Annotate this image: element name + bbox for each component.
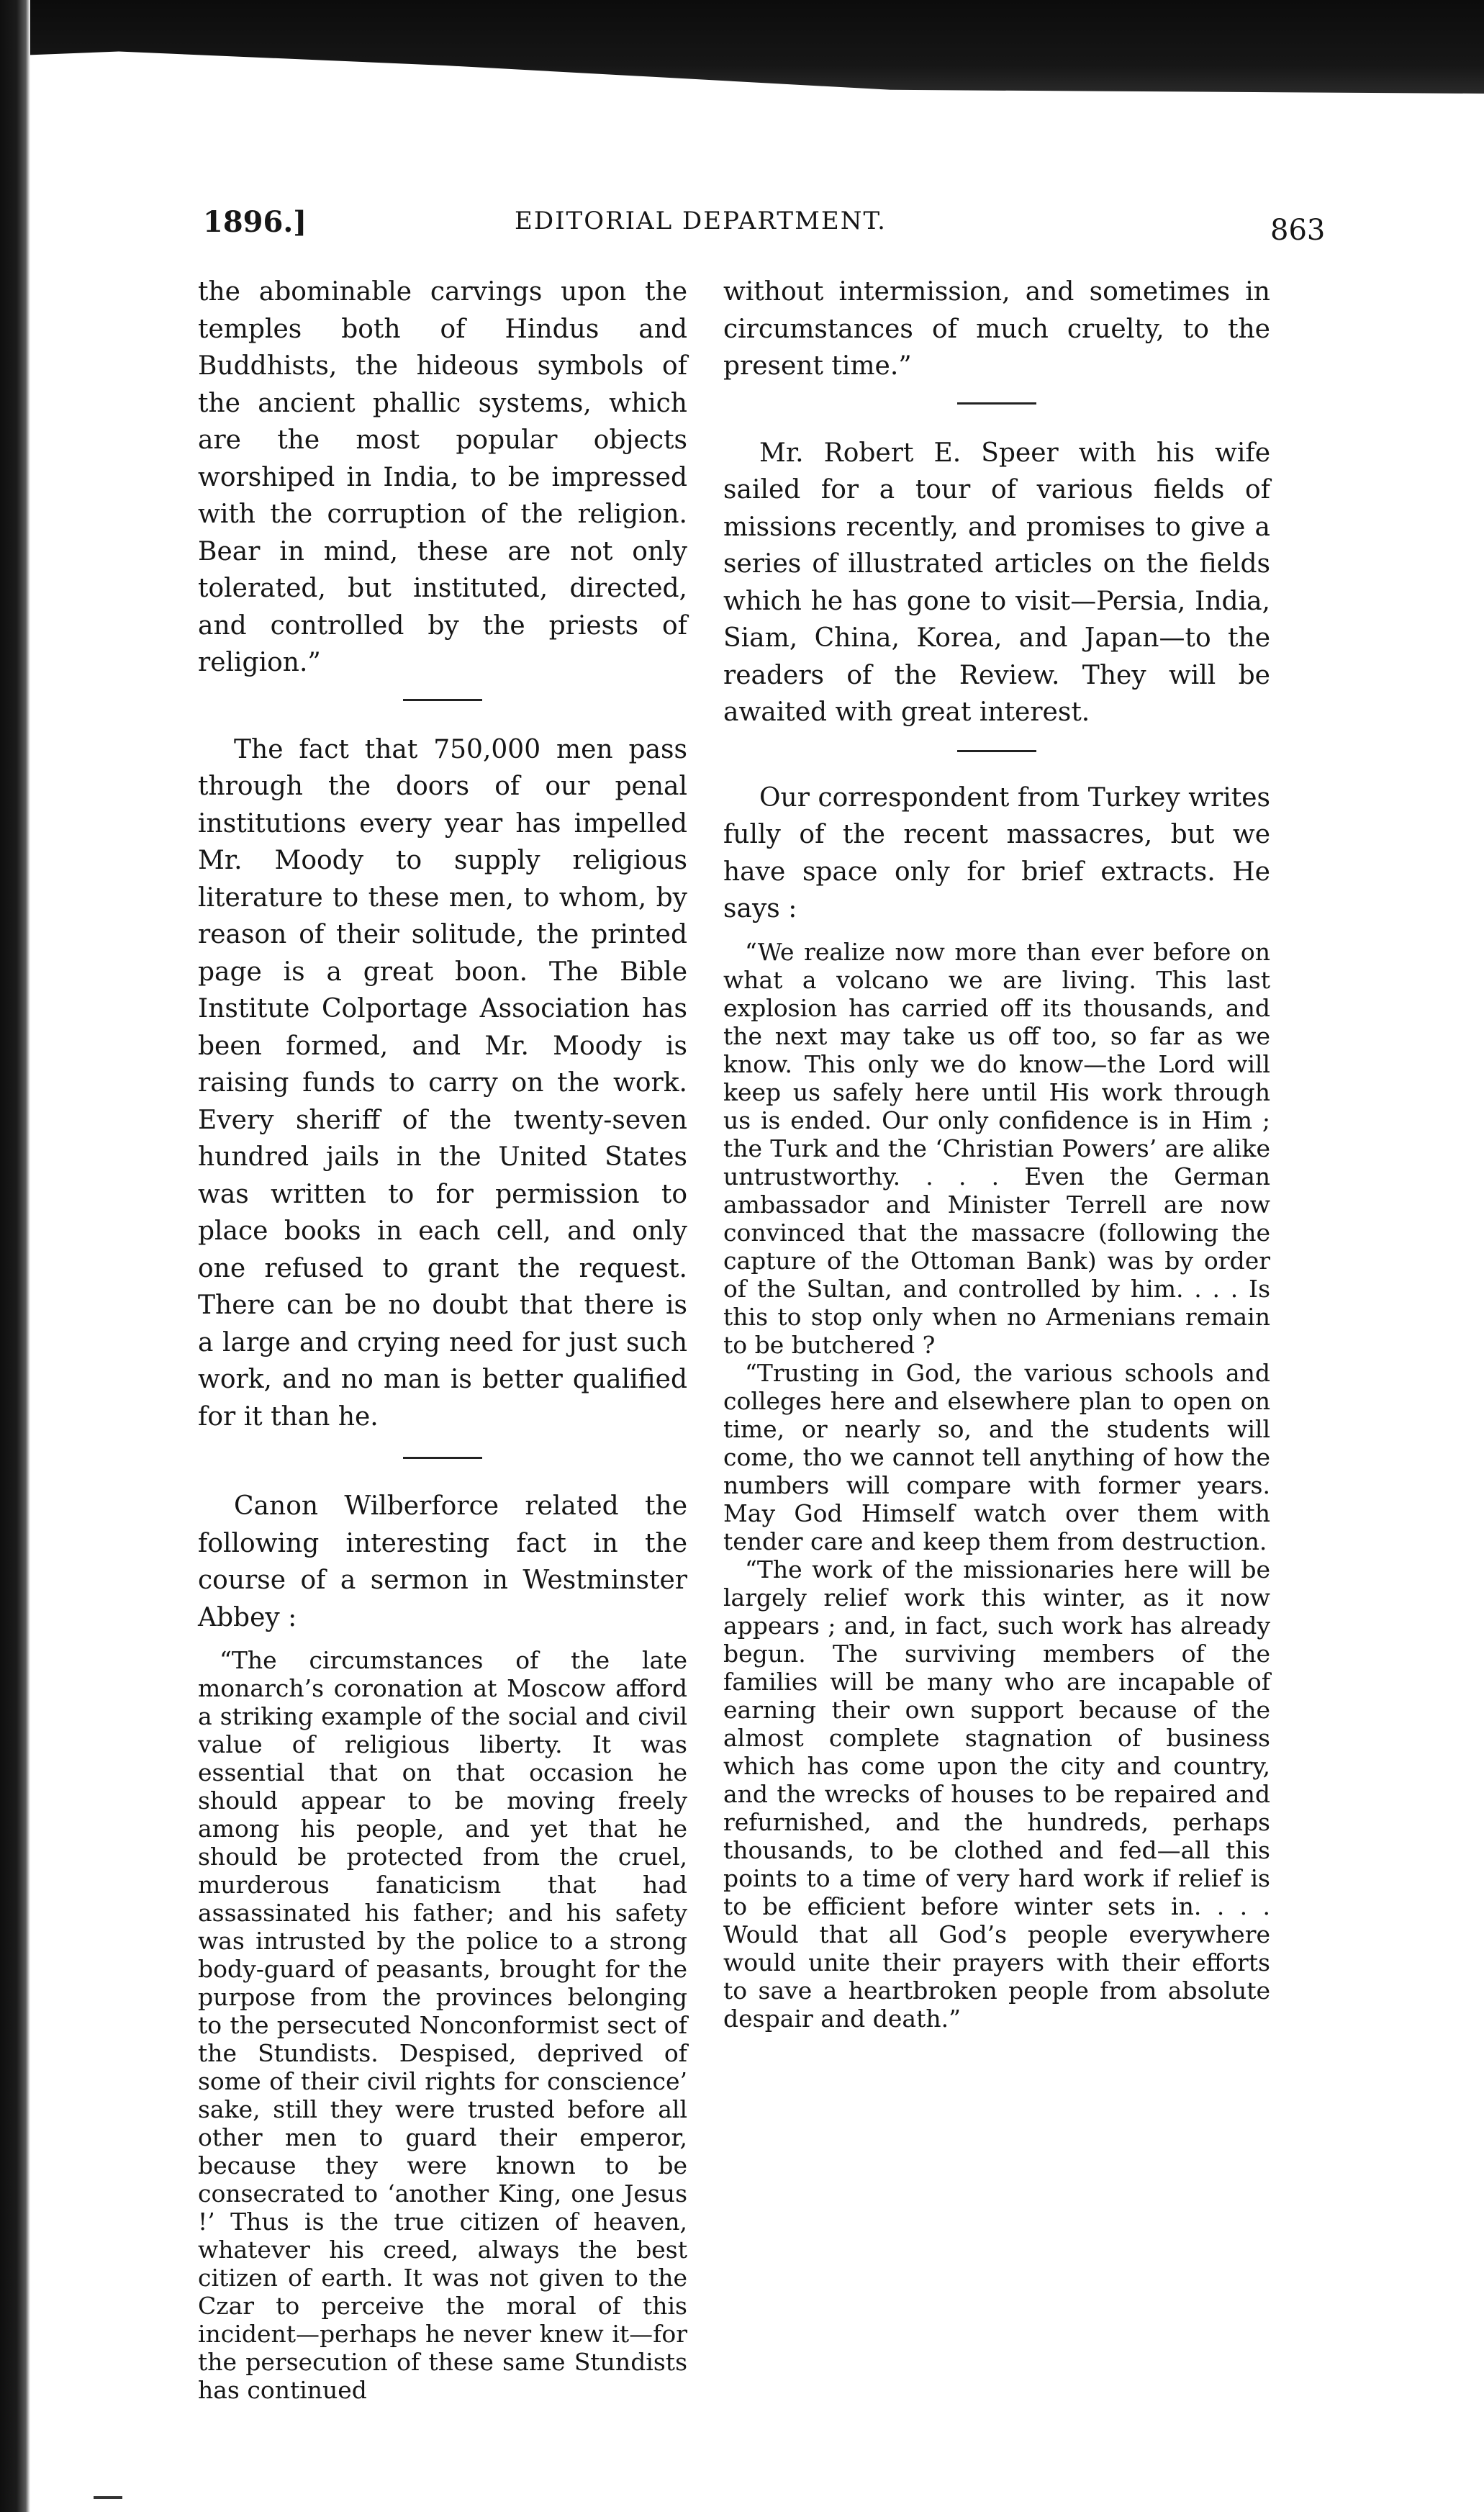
left-quote-1: “The circumstances of the late monarch’s coronation at Moscow afford a striking example of the social and civil value of religious liberty. It was essential that on that occasion he should appear to be moving freely among his people, and yet that he should be protected from the cruel, murderous fanaticism that had assassinated his father; and his safety was intrusted by the police to a strong body-guard of peasants, brought for the purpose from the provinces belonging to the persecuted Nonconformist sect of the Stundists. Despised, deprived of some of their civil rights for conscience’ sake, still they were trusted before all other men to guard their emperor, because they were known to be consecrated to ‘another King, one Jesus !’ Thus is the true citizen of heaven, whatever his creed, always the best citizen of earth. It was not given to the Czar to perceive the moral of this incident—perhaps he never knew it—for the persecution of these same Stundists has continued (198, 1646, 687, 2404)
scan-left-edge (0, 0, 30, 2512)
left-paragraph-1: the abominable carvings upon the temples both of Hindus and Buddhists, the hideous symbols of the ancient phallic systems, which are the most popular objects worshiped in India, to be impressed with the corruption of the religion. Bear in mind, these are not only tolerated, but instituted, directed, and controlled by the priests of religion.” (198, 277, 687, 677)
right-quote-1: “We realize now more than ever before on what a volcano we are living. This last explosion has carried off its thousands, and the next may take us off too, so far as we know. This only we do know—the Lord will keep us safely here until His work through us is ended. Our only confidence is in Him ; the Turk and the ‘Christian Powers’ are alike untrustworthy. . . . Even the German ambassador and Minister Terrell are now convinced that the massacre (following the capture of the Ottoman Bank) was by order of the Sultan, and controlled by him. . . . Is this to stop only when no Armenians remain to be butchered ? (723, 937, 1270, 1359)
running-header (0, 205, 1484, 248)
right-paragraph-1: without intermission, and sometimes in circumstances of much cruelty, to the present time.” (723, 277, 1270, 381)
right-paragraph-2: Mr. Robert E. Speer with his wife sailed for a tour of various fields of missions recently, and promises to give a series of illustrated articles on the fields which he has gone to visit—Persia, India, Siam, China, Korea, and Japan—to the readers of the Review. They will be awaited with great interest. (723, 438, 1270, 727)
scan-top-edge (0, 0, 1484, 94)
section-divider (403, 699, 482, 701)
right-quote-3: “The work of the missionaries here will be largely relief work this winter, as it now appears ; and, in fact, such work has already begun. The surviving members of the families will be many who are incapable of earning their own support because of the almost complete stagnation of business which has come upon the city and country, and the wrecks of houses to be repaired and refurnished, and the hundreds, perhaps thousands, to be clothed and fed—all this points to a time of very hard work if relief is to be efficient before winter sets in. . . . Would that all God’s people everywhere would unite their prayers with their efforts to save a heartbroken people from absolute despair and death.” (723, 1555, 1270, 2033)
header-year: 1896.] (203, 205, 307, 239)
section-divider (957, 750, 1036, 752)
header-title: EDITORIAL DEPARTMENT. (515, 207, 887, 235)
right-column (723, 274, 1270, 2033)
page-number: 863 (1270, 214, 1326, 247)
right-paragraph-3: Our correspondent from Turkey writes fully of the recent massacres, but we have space only for brief extracts. He says : (723, 782, 1270, 923)
section-divider (957, 402, 1036, 405)
scan-mark (94, 2496, 122, 2499)
section-divider (403, 1457, 482, 1459)
left-paragraph-2: The fact that 750,000 men pass through the doors of our penal institutions every year has impelled Mr. Moody to supply religious literature to these men, to whom, by reason of their solitude, the printed page is a great boon. The Bible Institute Colportage Association has been formed, and Mr. Moody is raising funds to carry on the work. Every sheriff of the twenty-seven hundred jails in the United States was written to for permission to place books in each cell, and only one refused to grant the request. There can be no doubt that there is a large and crying need for just such work, and no man is better qualified for it than he. (198, 734, 687, 1432)
right-quote-2: “Trusting in God, the various schools and colleges here and elsewhere plan to open on time, or nearly so, and the students will come, tho we cannot tell anything of how the numbers will compare with former years. May God Himself watch over them with tender care and keep them from destruction. (723, 1358, 1270, 1555)
left-paragraph-3: Canon Wilberforce related the following interesting fact in the course of a sermon in Westminster Abbey : (198, 1491, 687, 1632)
left-column (198, 274, 687, 2404)
